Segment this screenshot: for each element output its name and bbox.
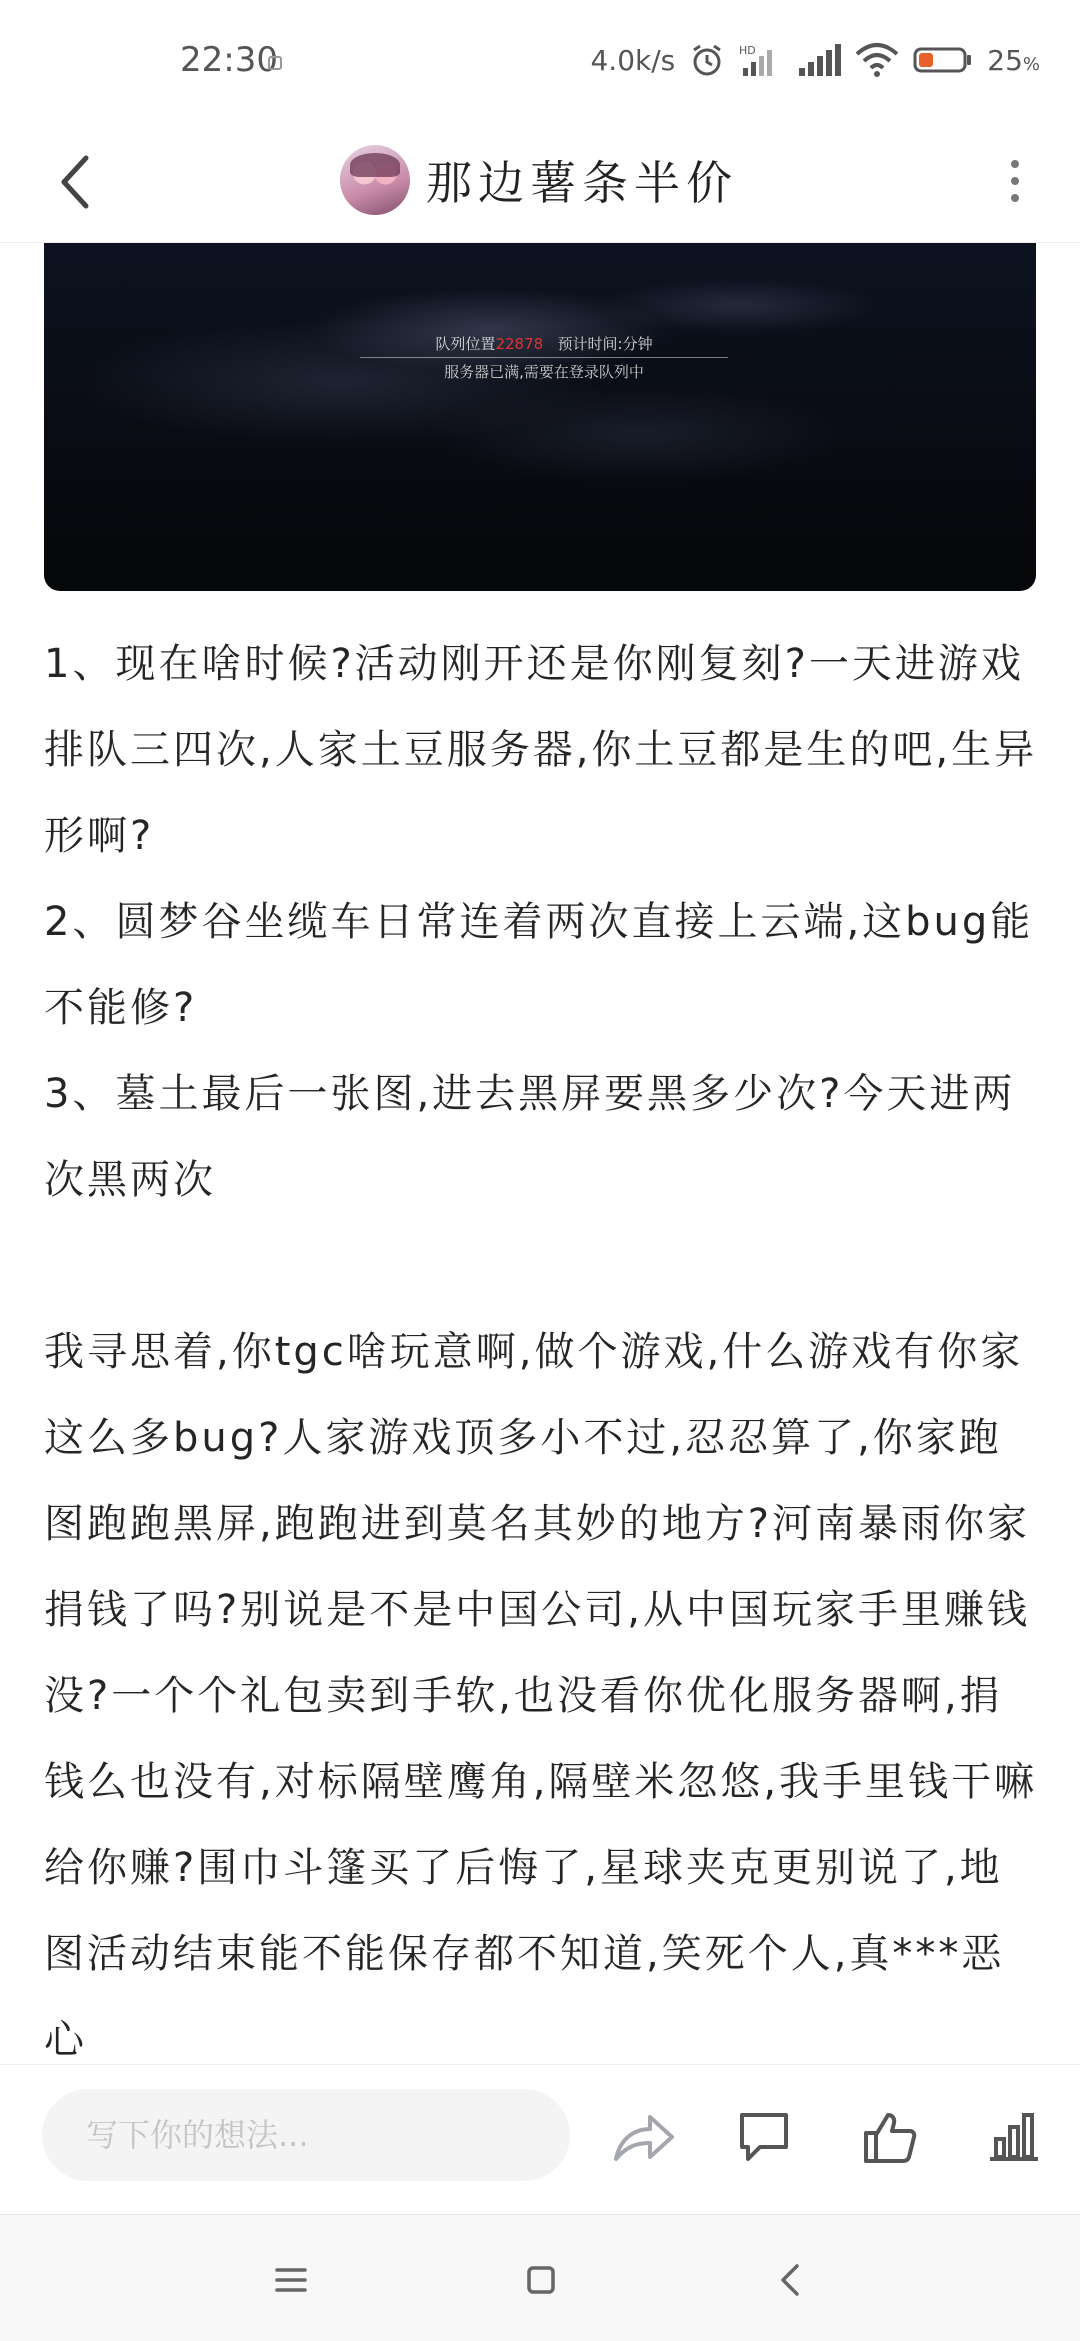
nav-back-button[interactable] bbox=[756, 2245, 826, 2315]
nav-menu-button[interactable] bbox=[256, 2245, 326, 2315]
more-dot bbox=[1011, 194, 1019, 202]
stats-button[interactable] bbox=[976, 2099, 1052, 2175]
alarm-icon bbox=[689, 42, 725, 78]
post-paragraph: 1、现在啥时候?活动刚开还是你刚复刻?一天进游戏排队三四次,人家土豆服务器,你土豆都是生的吧,生异形啊? bbox=[44, 641, 1038, 859]
bar-chart-icon bbox=[986, 2109, 1042, 2165]
system-nav-bar bbox=[0, 2214, 1080, 2341]
eta-label: 预计时间: bbox=[557, 335, 623, 353]
action-bar bbox=[0, 2064, 1080, 2215]
nav-home-button[interactable] bbox=[506, 2245, 576, 2315]
comment-input[interactable] bbox=[42, 2089, 570, 2181]
triangle-back-icon bbox=[771, 2260, 811, 2300]
post-paragraph: 2、圆梦谷坐缆车日常连着两次直接上云端,这bug能不能修? bbox=[44, 899, 1034, 1031]
eta-unit: 分钟 bbox=[622, 335, 653, 353]
server-status: 服务器已满,需要在登录队列中 bbox=[444, 363, 644, 381]
thumbs-up-icon bbox=[862, 2109, 918, 2165]
chevron-left-icon bbox=[56, 152, 96, 212]
comment-bubble-icon bbox=[736, 2109, 792, 2165]
more-button[interactable] bbox=[980, 146, 1050, 216]
more-dot bbox=[1011, 177, 1019, 185]
app-header bbox=[0, 120, 1080, 243]
status-time: 22:30 bbox=[180, 40, 278, 80]
post-paragraph: 3、墓土最后一张图,进去黑屏要黑多少次?今天进两次黑两次 bbox=[44, 1071, 1016, 1203]
network-speed: 4.0k/s bbox=[590, 43, 676, 77]
square-home-icon bbox=[521, 2260, 561, 2300]
status-bar bbox=[0, 0, 1080, 120]
wifi-icon bbox=[855, 42, 899, 78]
svg-text:HD: HD bbox=[739, 44, 756, 57]
share-arrow-icon bbox=[612, 2109, 676, 2165]
post-paragraph: 我寻思着,你tgc啥玩意啊,做个游戏,什么游戏有你家这么多bug?人家游戏顶多小不过,忍忍算了,你家跑图跑跑黑屏,跑跑进到莫名其妙的地方?河南暴雨你家捐钱了吗?别说是不是中国公司,从中国玩家手里赚钱没?一个个礼包卖到手软,也没看你优化服务器啊,捐钱么也没有,对标隔壁鹰角,隔壁米忽悠,我手里钱干嘛给你赚?围巾斗篷买了后悔了,星球夹克更别说了,地图活动结束能不能保存都不知道,笑死个人,真***恶心 bbox=[44, 1329, 1038, 2063]
notification-icon bbox=[268, 56, 282, 70]
header-center[interactable] bbox=[340, 130, 738, 230]
queue-overlay bbox=[354, 333, 734, 382]
queue-label: 队列位置 bbox=[435, 335, 496, 353]
queue-separator bbox=[548, 335, 553, 353]
queue-divider bbox=[360, 357, 728, 358]
battery-level: 25% bbox=[987, 43, 1040, 77]
page-title: 那边薯条半价 bbox=[426, 156, 738, 210]
queue-number: 22878 bbox=[495, 335, 544, 353]
menu-icon bbox=[271, 2260, 311, 2300]
share-button[interactable] bbox=[606, 2099, 682, 2175]
comment-button[interactable] bbox=[726, 2099, 802, 2175]
post-image[interactable] bbox=[44, 243, 1036, 591]
post-body bbox=[44, 621, 1040, 2063]
signal-hd-icon bbox=[739, 42, 783, 78]
like-button[interactable] bbox=[852, 2099, 928, 2175]
signal-icon bbox=[797, 42, 841, 78]
more-vertical-icon bbox=[1011, 160, 1019, 168]
avatar[interactable] bbox=[340, 145, 410, 215]
battery-icon bbox=[913, 45, 973, 75]
status-icons bbox=[590, 36, 1040, 84]
back-button[interactable] bbox=[36, 142, 116, 222]
paragraph-gap bbox=[44, 1223, 1040, 1309]
queue-line bbox=[354, 333, 734, 355]
post-content[interactable] bbox=[0, 243, 1080, 2063]
